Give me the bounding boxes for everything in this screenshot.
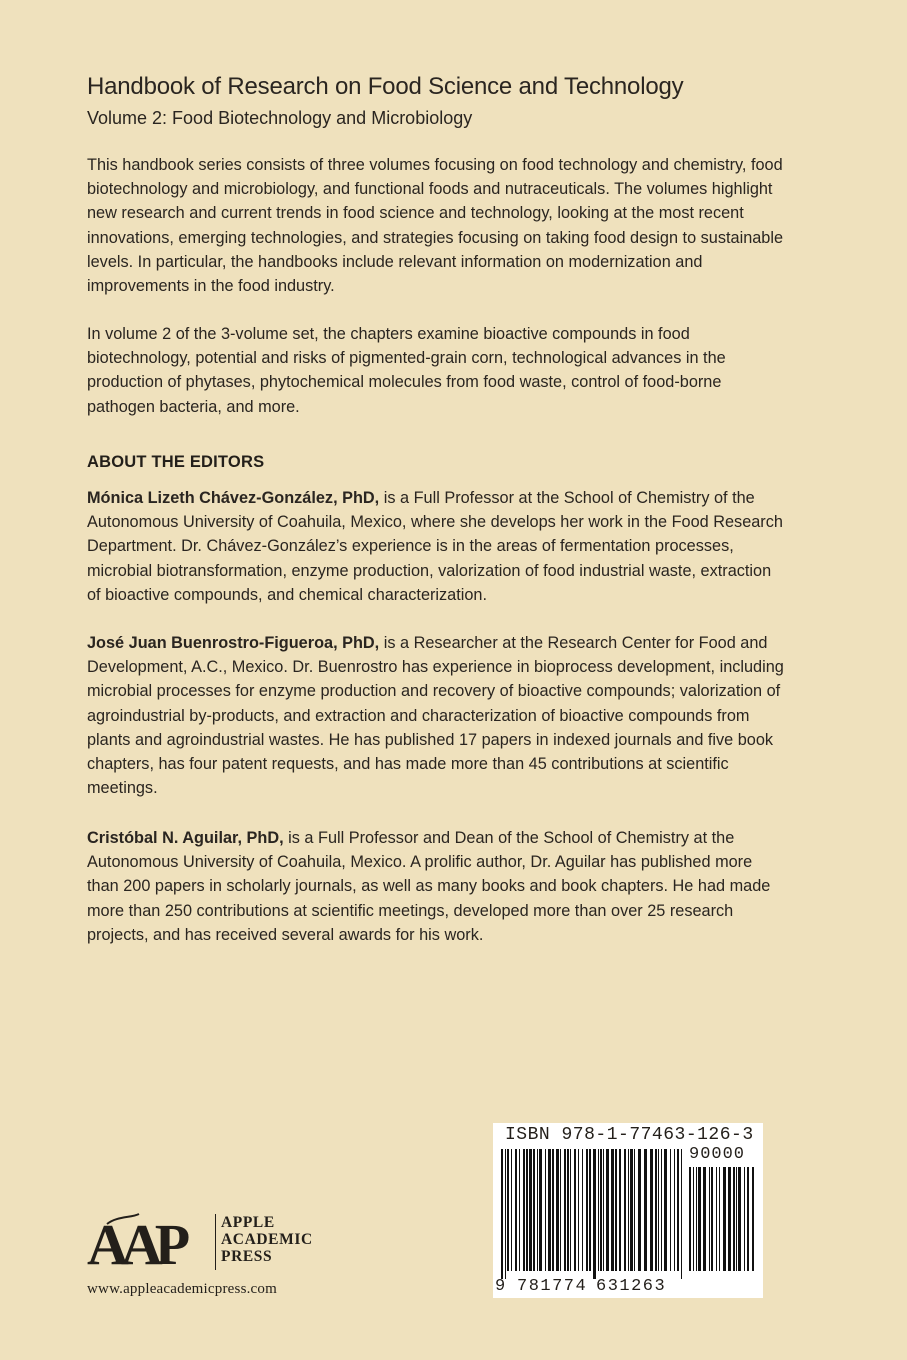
barcode-bar xyxy=(593,1149,596,1279)
barcode-bar xyxy=(598,1149,599,1271)
barcode-bar xyxy=(681,1149,682,1279)
barcode-bar xyxy=(552,1149,554,1271)
book-title: Handbook of Research on Food Science and Technology xyxy=(87,73,684,100)
barcode-bar xyxy=(638,1149,641,1271)
publisher-name-line: ACADEMIC xyxy=(221,1231,313,1248)
barcode-bar xyxy=(501,1149,503,1279)
barcode-bar xyxy=(674,1149,675,1271)
barcode-bar xyxy=(650,1149,653,1271)
barcode-bar xyxy=(526,1149,528,1271)
logo-divider xyxy=(215,1214,216,1270)
book-subtitle: Volume 2: Food Biotechnology and Microbiology xyxy=(87,108,473,128)
barcode-addon-bars-icon xyxy=(689,1167,755,1279)
description-paragraph-2: In volume 2 of the 3-volume set, the chapters examine bioactive compounds in food biotechnology, potential and risks of pigmented-grain corn, technological advances in the production of phytases, phytochemical molecules from food waste, control of food-borne pathogen bacteria, and more. xyxy=(87,325,726,416)
barcode-bar xyxy=(600,1149,602,1271)
barcode-bars-icon xyxy=(501,1149,685,1279)
barcode-digit-first: 9 xyxy=(495,1277,506,1296)
barcode-bar xyxy=(644,1149,647,1271)
editor-name: José Juan Buenrostro-Figueroa, PhD, xyxy=(87,634,380,652)
barcode-bar xyxy=(689,1167,691,1271)
publisher-name-line: PRESS xyxy=(221,1248,273,1265)
barcode-bar xyxy=(744,1167,745,1271)
editor-bio xyxy=(87,631,787,800)
isbn-barcode xyxy=(493,1123,763,1298)
barcode-bar xyxy=(548,1149,551,1271)
barcode-bar xyxy=(630,1149,633,1271)
barcode-bar xyxy=(603,1149,604,1271)
isbn-label: ISBN 978-1-77463-126-3 xyxy=(505,1125,754,1145)
barcode-bar xyxy=(693,1167,694,1271)
barcode-bar xyxy=(556,1149,559,1271)
barcode-bar xyxy=(564,1149,566,1271)
barcode-bar xyxy=(519,1149,520,1271)
barcode-bar xyxy=(738,1167,741,1271)
editor-bio-text: is a Full Professor and Dean of the School of Chemistry at the Autonomous University of Coahuila, Mexico. A prolific author, Dr. Aguilar has published more than 200 papers in scholarly journals, as well as many books and book chapters. He had made more than 250 contributions at scientific meetings, developed more than over 25 research projects, and has received several awards for his work. xyxy=(87,829,771,944)
editor-name: Cristóbal N. Aguilar, PhD, xyxy=(87,829,284,847)
barcode-bar xyxy=(570,1149,571,1271)
barcode-bar xyxy=(619,1149,621,1271)
barcode-bar xyxy=(529,1149,532,1271)
aap-logo-icon xyxy=(87,1212,211,1274)
barcode-bar xyxy=(523,1149,525,1271)
barcode-bar xyxy=(658,1149,659,1271)
barcode-bar xyxy=(711,1167,713,1271)
barcode-bar xyxy=(709,1167,710,1271)
barcode-bar xyxy=(677,1149,679,1271)
barcode-bar xyxy=(661,1149,662,1271)
barcode-bar xyxy=(624,1149,626,1271)
barcode-bar xyxy=(606,1149,609,1271)
barcode-bar xyxy=(615,1149,617,1271)
barcode-bar xyxy=(696,1167,697,1271)
barcode-bar xyxy=(574,1149,576,1271)
barcode-bar xyxy=(567,1149,569,1271)
barcode-bar xyxy=(511,1149,512,1271)
barcode-bar xyxy=(655,1149,657,1271)
editor-bio-text: is a Full Professor at the School of Chemistry of the Autonomous University of Coahuila, Mexico, where she develops her work in the Food Research Department. Dr. Chávez-González’s experience is in the areas of fermentation processes, microbial biotransformation, enzyme production, valorization of food industrial waste, extraction of bioactive compounds, and chemical characterization. xyxy=(87,489,783,604)
description-paragraph-1: This handbook series consists of three volumes focusing on food technology and chemistry, food biotechnology and microbiology, and functional foods and nutraceuticals. The volumes highlight new research and current trends in food science and technology, looking at the most recent innovations, emerging technologies, and strategies focusing on taking food design to sustainable levels. In particular, the handbooks include relevant information on modernization and improvements in the food industry. xyxy=(87,156,784,296)
barcode-bar xyxy=(539,1149,542,1271)
barcode-bar xyxy=(533,1149,535,1271)
barcode-bar xyxy=(752,1167,754,1271)
barcode-bar xyxy=(703,1167,706,1271)
barcode-bar xyxy=(505,1149,506,1279)
barcode-bar xyxy=(589,1149,591,1271)
barcode-bar xyxy=(719,1167,720,1271)
barcode-bar xyxy=(664,1149,667,1271)
barcode-bar xyxy=(507,1149,509,1271)
barcode-bar xyxy=(634,1149,635,1271)
barcode-digits-right: 631263 xyxy=(596,1277,667,1296)
barcode-bar xyxy=(723,1167,726,1271)
barcode-bar xyxy=(611,1149,614,1271)
publisher-website: www.appleacademicpress.com xyxy=(87,1281,277,1297)
barcode-bar xyxy=(586,1149,588,1271)
editor-bio-text: is a Researcher at the Research Center for Food and Development, A.C., Mexico. Dr. Buenrostro has experience in bioprocess development, including microbial processes for enzyme production and recovery of bioactive compounds; valorization of agroindustrial by-products, and extraction and characterization of bioactive compounds from plants and agroindustrial wastes. He has published 17 papers in indexed journals and five book chapters, has four patent requests, and has made more than 45 contributions at scientific meetings. xyxy=(87,634,784,798)
barcode-bar xyxy=(736,1167,737,1271)
barcode-addon-label: 90000 xyxy=(689,1145,746,1164)
barcode-bar xyxy=(670,1149,671,1271)
svg-text:AAP: AAP xyxy=(87,1212,183,1274)
barcode-bar xyxy=(560,1149,561,1271)
barcode-bar xyxy=(537,1149,538,1271)
barcode-bar xyxy=(628,1149,629,1271)
barcode-bar xyxy=(747,1167,749,1271)
barcode-bar xyxy=(582,1149,583,1271)
barcode-bar xyxy=(733,1167,735,1271)
barcode-digits-left: 781774 xyxy=(517,1277,588,1296)
barcode-bar xyxy=(728,1167,731,1271)
barcode-bar xyxy=(515,1149,517,1271)
barcode-bar xyxy=(545,1149,546,1271)
editor-bio xyxy=(87,486,787,607)
editor-name: Mónica Lizeth Chávez-González, PhD, xyxy=(87,489,380,507)
barcode-bar xyxy=(716,1167,717,1271)
publisher-name-line: APPLE xyxy=(221,1214,275,1231)
publisher-name xyxy=(221,1214,313,1265)
about-editors-heading: ABOUT THE EDITORS xyxy=(87,453,265,471)
barcode-bar xyxy=(578,1149,579,1271)
barcode-bar xyxy=(698,1167,701,1271)
editor-bio xyxy=(87,826,787,947)
